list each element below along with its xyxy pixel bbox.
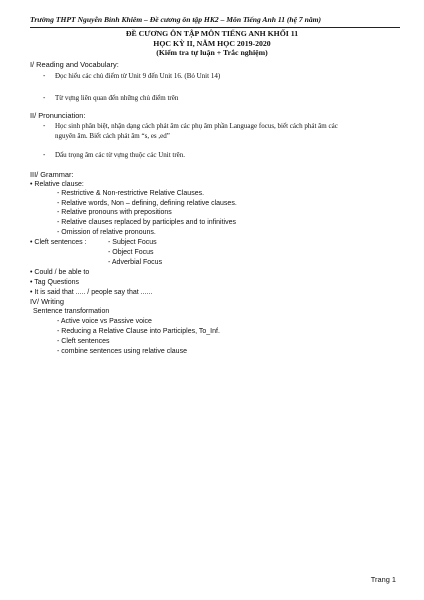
title-line-3: (Kiểm tra tự luận + Trắc nghiệm) [156,48,268,58]
pronunciation-item-1-line-1: Học sinh phân biệt, nhận dạng cách phát âm các phụ âm phần Language focus, biết cách phát âm các [55,122,338,130]
section-grammar-heading: III/ Grammar: [30,170,74,179]
bullet-dash: - [43,152,46,159]
writing-item: - combine sentences using relative clause [57,348,187,355]
writing-subheading: Sentence transformation [33,308,110,315]
rc-item: - Restrictive & Non-restrictive Relative Clauses. [57,190,205,197]
reading-item-2: Từ vựng liên quan đến những chủ điểm trên [55,94,179,102]
writing-item: - Reducing a Relative Clause into Participles, To_Inf. [57,328,220,335]
rc-item: - Omission of relative pronouns. [57,229,156,236]
bullet-dash: - [43,123,46,130]
cleft-item: - Adverbial Focus [108,259,163,266]
cleft-item: - Object Focus [108,249,154,256]
tag-item: • Tag Questions [30,279,80,286]
header-rule [30,27,400,28]
could-item: • Could / be able to [30,269,90,276]
section-pronunciation-heading: II/ Pronunciation: [30,111,86,120]
section-writing-heading: IV/ Writing [30,297,64,306]
rc-item: - Relative words, Non – defining, defining relative clauses. [57,200,237,207]
said-item: • It is said that ..... / people say that ...... [30,289,153,296]
title-line-1: ĐỀ CƯƠNG ÔN TẬP MÔN TIẾNG ANH KHỐI 11 [125,29,299,38]
page-header: Trường THPT Nguyễn Bỉnh Khiêm – Đề cương ôn tập HK2 – Môn Tiếng Anh 11 (hệ 7 năm) [30,15,322,24]
section-reading-heading: I/ Reading and Vocabulary: [30,60,119,69]
title-block [0,29,424,58]
relative-clause-heading: • Relative clause: [30,181,84,188]
reading-item-1: Đọc hiểu các chủ điểm từ Unit 9 đến Unit 16. (Bỏ Unit 14) [55,72,221,80]
pronunciation-item-2: Dấu trọng âm các từ vựng thuộc các Unit trên. [55,151,186,159]
writing-item: - Active voice vs Passive voice [57,318,152,325]
cleft-item: - Subject Focus [108,239,157,246]
pronunciation-item-1-line-2: nguyên âm. Biết cách phát âm “s, es ,ed” [55,132,170,140]
cleft-heading: • Cleft sentences : [30,239,87,246]
writing-item: - Cleft sentences [57,338,110,345]
bullet-dash: - [43,95,46,102]
title-line-2: HỌC KỲ II, NĂM HỌC 2019-2020 [153,38,271,48]
rc-item: - Relative clauses replaced by participles and to infinitives [57,219,236,226]
rc-item: - Relative pronouns with prepositions [57,209,172,216]
page-number: Trang 1 [370,575,396,584]
bullet-dash: - [43,73,46,80]
